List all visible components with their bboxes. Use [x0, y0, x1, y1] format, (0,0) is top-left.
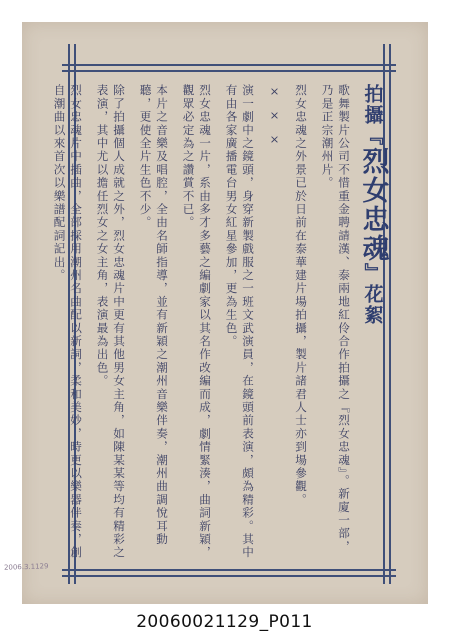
title-suffix: 花絮	[361, 284, 384, 326]
border-top-inner	[62, 70, 396, 72]
archive-stamp: 2006.3.1129	[3, 562, 49, 572]
separator-marks-1: ×××	[267, 84, 282, 156]
paragraph-4: 烈女忠魂一片，系由多才多藝之編劇家以其名作改編而成，劇情緊湊，曲詞新穎，觀眾必定為之讚賞不已。	[181, 84, 212, 560]
paragraph-2: 烈女忠魂之外景已於日前在泰華建片場拍攝，製片諸君人士亦到場參觀。	[294, 84, 308, 507]
title-prefix: 拍攝	[361, 84, 384, 126]
title-main: 烈女忠魂	[357, 147, 389, 263]
paragraph-3: 演一劇中之鏡頭，身穿新製戲服之一班文武演員，在鏡頭前表演，頗為精彩。其中有由各家廣播電台男女紅星參加，更為生色。	[224, 84, 255, 560]
image-caption: 20060021129_P011	[136, 612, 313, 632]
border-top-outer	[62, 64, 396, 66]
document-title	[357, 84, 389, 374]
paragraph-1: 歌舞製片公司不惜重金聘請漢、泰兩地紅伶合作拍攝之『烈女忠魂』。新廈一部，乃是正宗潮州片。	[320, 84, 351, 554]
title-open-bracket: 『	[361, 126, 384, 147]
paragraph-6: 除了拍攝個人成就之外，烈女忠魂片中更有其他男女主角，如陳某某等均有精彩之表演，其中尤以擔任烈女之女主角，表演最為出色。	[95, 84, 126, 560]
document-sheet	[22, 22, 428, 604]
border-bottom-inner	[62, 569, 396, 571]
paragraph-7: 烈女忠魂片中插曲，全部採用潮州名曲配以新詞，柔和美妙，時更以樂器伴奏，創自潮曲以來首次以樂譜配詞記出。	[52, 84, 83, 560]
border-right-outer	[389, 44, 391, 584]
title-close-bracket: 』	[361, 263, 384, 284]
article-body	[52, 84, 352, 562]
border-bottom-outer	[62, 575, 396, 577]
paragraph-5: 本片之音樂及唱腔，全由名師指導，並有新穎之潮州音樂伴奏，潮州曲調悅耳動聽，更使全片生色不少。	[138, 84, 169, 546]
